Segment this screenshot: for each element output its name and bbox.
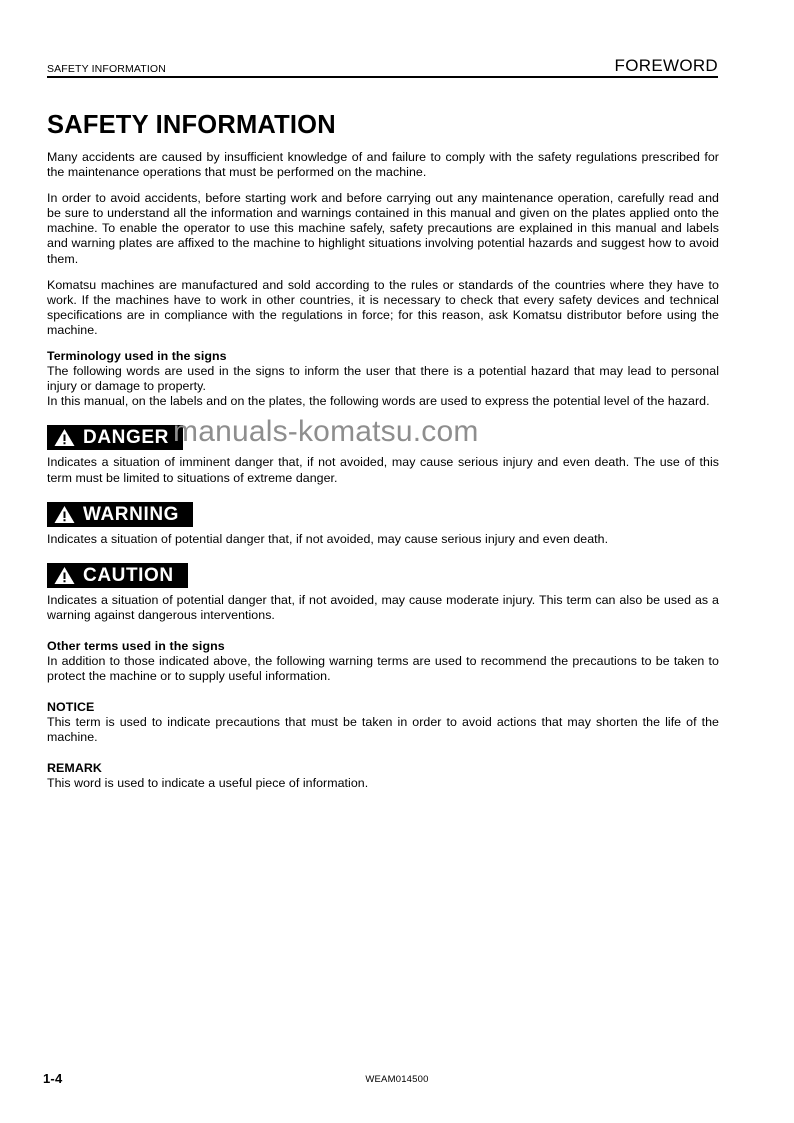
remark-label: REMARK [47, 761, 102, 776]
terminology-heading: Terminology used in the signs [47, 349, 227, 364]
watermark: manuals-komatsu.com [173, 415, 479, 448]
header-chapter-label: FOREWORD [614, 56, 718, 75]
header-section-label: SAFETY INFORMATION [47, 62, 166, 75]
terminology-intro-1: The following words are used in the signs to inform the user that there is a potential hazard that may lead to personal injury or damage to property. [47, 364, 719, 394]
danger-description: Indicates a situation of imminent danger that, if not avoided, may cause serious injury and even death. The use of this term must be limited to situations of extreme danger. [47, 455, 719, 485]
danger-signal-block [47, 425, 719, 450]
other-terms-section [47, 638, 719, 684]
footer-page-number: 1-4 [43, 1071, 63, 1086]
remark-term-block [47, 760, 719, 791]
remark-description: This word is used to indicate a useful piece of information. [47, 776, 369, 791]
terminology-intro-2: In this manual, on the labels and on the plates, the following words are used to express the potential level of the hazard. [47, 394, 710, 409]
caution-signal-label: CAUTION [83, 564, 174, 586]
intro-paragraph-2: In order to avoid accidents, before starting work and before carrying out any maintenance operation, carefully read and be sure to understand all the information and warnings contained in this manual and given on the plates applied onto the machine. To enable the operator to use this machine safely, safety precautions are explained in this manual and labels and warning plates are affixed to the machine to highlight situations involving potential hazards and suggest how to avoid them. [47, 191, 719, 266]
intro-paragraph-3: Komatsu machines are manufactured and sold according to the rules or standards of the countries where they have to work. If the machines have to work in other countries, it is necessary to check that every safety devices and technical specifications are in compliance with the regulations in force; for this reason, ask Komatsu distributor before using the machine. [47, 277, 719, 337]
other-terms-intro: In addition to those indicated above, the following warning terms are used to recommend the precautions to be taken to protect the machine or to supply useful information. [47, 653, 719, 683]
danger-signal-box [47, 425, 183, 450]
warning-description: Indicates a situation of potential danger that, if not avoided, may cause serious injury and even death. [47, 531, 609, 546]
notice-label: NOTICE [47, 700, 95, 715]
notice-term-block [47, 699, 719, 745]
warning-triangle-icon [54, 566, 75, 585]
other-terms-heading: Other terms used in the signs [47, 638, 225, 653]
document-body [47, 150, 719, 791]
warning-signal-label: WARNING [83, 503, 180, 525]
footer-document-code: WEAM014500 [365, 1074, 429, 1085]
caution-signal-box [47, 563, 188, 588]
notice-description: This term is used to indicate precautions that must be taken in order to avoid actions that may shorten the life of the machine. [47, 715, 719, 745]
intro-paragraph-1: Many accidents are caused by insufficient knowledge of and failure to comply with the safety regulations prescribed for the maintenance operations that must be performed on the machine. [47, 150, 719, 180]
warning-triangle-icon [54, 428, 75, 447]
danger-signal-label: DANGER [83, 427, 169, 449]
running-header [47, 57, 718, 78]
warning-signal-box [47, 502, 193, 527]
caution-signal-block [47, 563, 719, 588]
warning-signal-block [47, 502, 719, 527]
page-title: SAFETY INFORMATION [47, 111, 336, 140]
caution-description: Indicates a situation of potential danger that, if not avoided, may cause moderate injury. This term can also be used as a warning against dangerous interventions. [47, 592, 719, 622]
warning-triangle-icon [54, 505, 75, 524]
